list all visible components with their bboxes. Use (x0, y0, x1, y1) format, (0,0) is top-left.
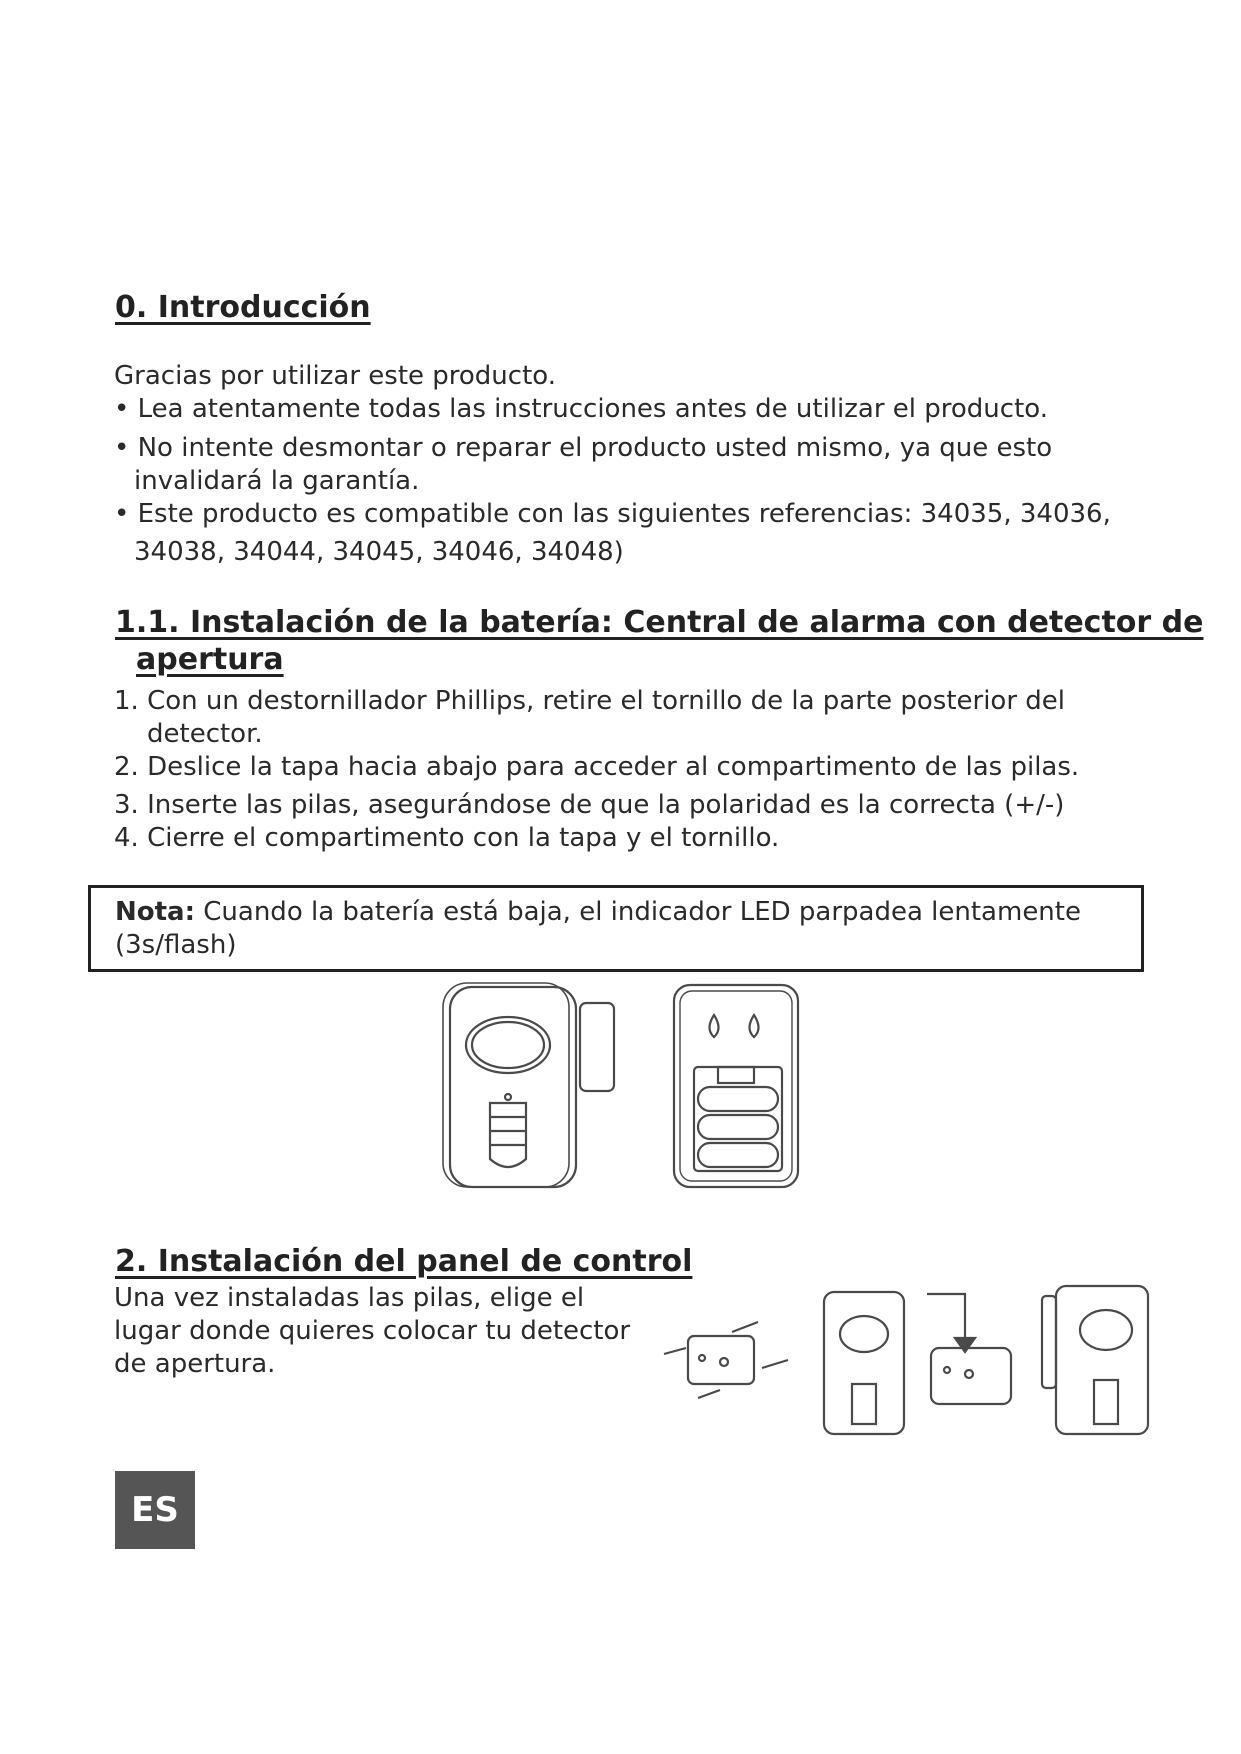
battery-step-1: 1. Con un destornillador Phillips, retire el tornillo de la parte posterior del (114, 686, 1066, 716)
battery-heading-line-2: apertura (136, 642, 284, 677)
note-box (88, 885, 1144, 972)
detector-back-illustration (672, 985, 802, 1195)
panel-line-2: lugar donde quieres colocar tu detector (114, 1316, 631, 1346)
mounting-arrow-illustration (925, 1290, 1015, 1410)
language-badge: ES (115, 1471, 195, 1549)
battery-step-2: 2. Deslice la tapa hacia abajo para acceder al compartimento de las pilas. (114, 752, 1080, 782)
detector-mounted-illustration (820, 1290, 910, 1440)
intro-line-6: 34038, 34044, 34045, 34046, 34048) (134, 537, 624, 567)
detector-front-illustration (440, 985, 620, 1195)
intro-line-1: Gracias por utilizar este producto. (114, 361, 556, 391)
battery-step-3: 3. Inserte las pilas, asegurándose de que la polaridad es la correcta (+/-) (114, 790, 1065, 820)
panel-line-3: de apertura. (114, 1349, 276, 1379)
intro-line-3: • No intente desmontar o reparar el producto usted mismo, ya que esto (114, 433, 1053, 463)
intro-heading: 0. Introducción (115, 290, 371, 325)
intro-line-5: • Este producto es compatible con las siguientes referencias: 34035, 34036, (114, 499, 1111, 529)
battery-heading-line-1: 1.1. Instalación de la batería: Central de alarma con detector de (115, 605, 1204, 640)
intro-line-4: invalidará la garantía. (134, 466, 420, 496)
note-text (115, 896, 1115, 962)
panel-line-1: Una vez instaladas las pilas, elige el (114, 1283, 585, 1313)
mounting-plate-screws-illustration (662, 1318, 802, 1408)
panel-heading: 2. Instalación del panel de control (115, 1244, 693, 1279)
installed-detector-illustration (1040, 1282, 1160, 1442)
note-label: Nota: (115, 897, 195, 927)
note-body: Cuando la batería está baja, el indicador LED parpadea lentamente (3s/flash) (115, 897, 1081, 960)
intro-line-2: • Lea atentamente todas las instrucciones antes de utilizar el producto. (114, 394, 1048, 424)
battery-step-1-cont: detector. (147, 719, 263, 749)
battery-step-4: 4. Cierre el compartimento con la tapa y el tornillo. (114, 823, 780, 853)
